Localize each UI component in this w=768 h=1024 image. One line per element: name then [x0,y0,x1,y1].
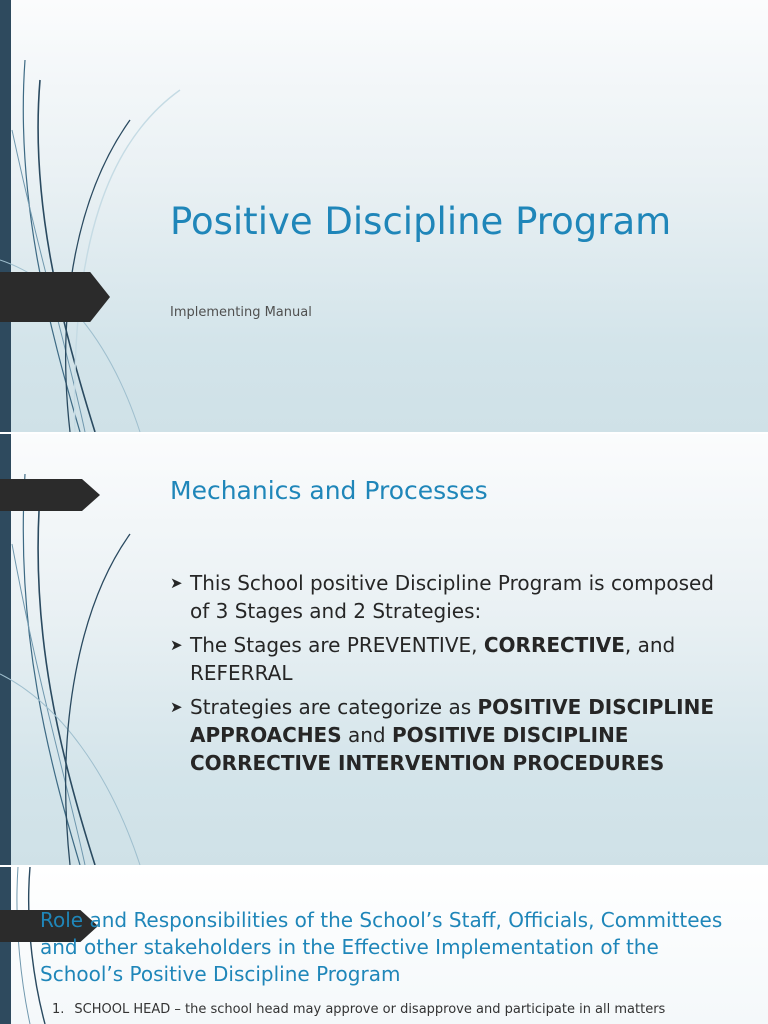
bullet-text: , and REFERRAL [190,633,676,685]
numbered-list [52,1001,732,1019]
bullet-item [170,631,730,687]
bullet-text: The Stages are PREVENTIVE, [190,633,484,657]
title-slide [0,0,768,432]
arrow-bullet-icon: ➤ [170,698,183,716]
bullet-emphasis: POSITIVE DISCIPLINE APPROACHES [190,695,715,747]
content-slide [0,434,768,865]
bullet-list [170,569,730,783]
bullet-text: This School positive Discipline Program is composed of 3 Stages and 2 Strategies: [190,571,715,623]
bullet-emphasis: POSITIVE DISCIPLINE CORRECTIVE INTERVENTION PROCEDURES [190,723,665,775]
arrow-bullet-icon: ➤ [170,636,183,654]
slide-title: Positive Discipline Program [170,200,672,243]
bullet-item [170,693,730,777]
slide-title: Mechanics and Processes [170,476,488,505]
slide-tab-marker [0,479,100,511]
arrow-bullet-icon: ➤ [170,574,183,592]
list-number: 1. [52,1002,65,1017]
list-text: SCHOOL HEAD – the school head may approve or disapprove and participate in all matters [74,1002,666,1017]
bullet-text: Strategies are categorize as [190,695,478,719]
slide-tab-marker [0,272,110,322]
content-slide [0,867,768,1024]
bullet-emphasis: CORRECTIVE [483,633,625,657]
slide-subtitle: Implementing Manual [170,305,312,320]
slide-title: Role and Responsibilities of the School’s Staff, Officials, Committees and other stakeholders in the Effective Implementation of the School’s Positive Discipline Program [40,908,723,986]
bullet-text: and [341,723,392,747]
list-item [52,1001,732,1019]
bullet-item [170,569,730,625]
